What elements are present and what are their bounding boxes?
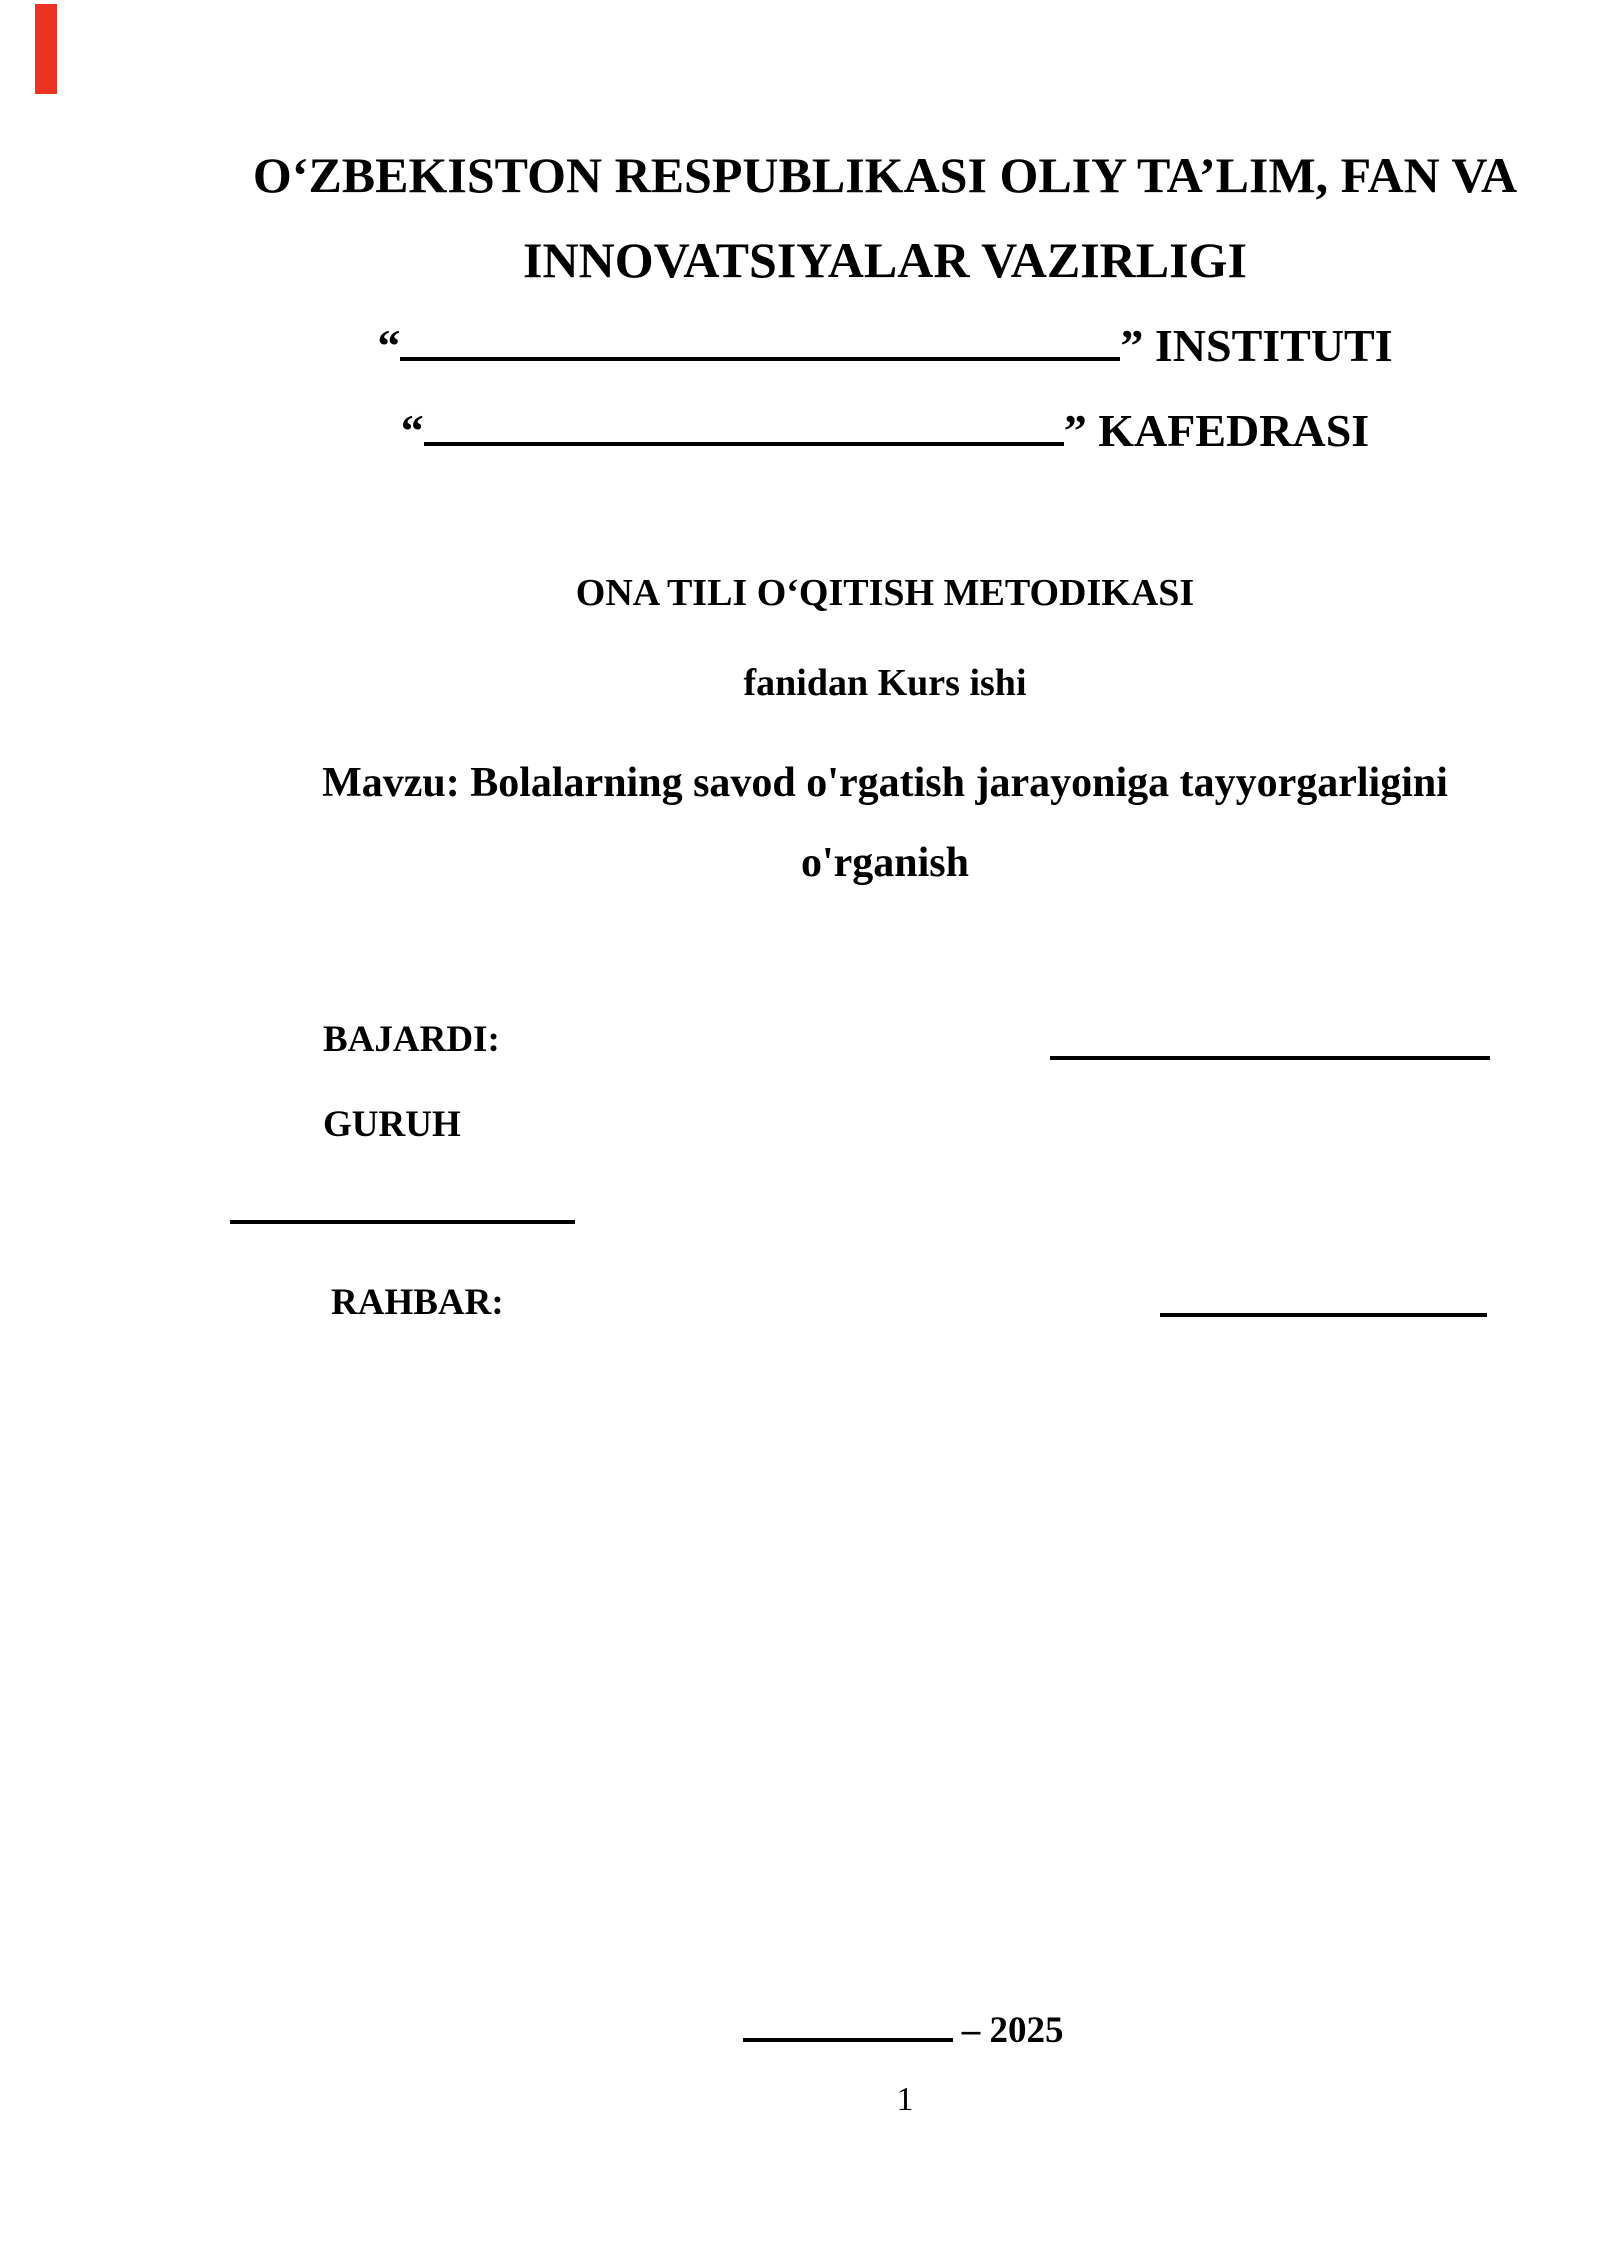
supervisor-label: RAHBAR: xyxy=(331,1282,504,1323)
year-text xyxy=(953,2010,962,2051)
department-name-blank xyxy=(424,440,1064,446)
author-name-blank xyxy=(1050,1056,1490,1060)
subject-title: ONA TILI O‘QITISH METODIKASI xyxy=(575,572,1195,614)
department-line xyxy=(170,405,1600,456)
institute-close-quote: ” xyxy=(1120,320,1144,371)
institute-name-blank xyxy=(400,355,1120,361)
group-label: GURUH xyxy=(323,1104,461,1145)
ministry-title-line1: O‘ZBEKISTON RESPUBLIKASI OLIY TA’LIM, FAN VA xyxy=(252,147,1518,203)
city-blank xyxy=(743,2036,953,2042)
department-close-quote: ” xyxy=(1063,405,1087,456)
year-line xyxy=(206,2012,1600,2049)
department-open-quote: “ xyxy=(400,405,424,456)
institute-open-quote: “ xyxy=(377,320,401,371)
institute-line xyxy=(170,320,1600,371)
supervisor-name-blank xyxy=(1160,1313,1487,1317)
year-value: – 2025 xyxy=(961,2010,1064,2051)
topic-line2: o'rganish xyxy=(800,840,970,886)
topic-line1: Mavzu: Bolalarning savod o'rgatish jarayoniga tayyorgarligini xyxy=(322,760,1448,806)
margin-marker-red-bar xyxy=(35,4,57,94)
institute-label: INSTITUTI xyxy=(1143,320,1393,371)
work-type: fanidan Kurs ishi xyxy=(743,662,1027,704)
author-label: BAJARDI: xyxy=(323,1019,500,1060)
group-value-blank xyxy=(230,1220,575,1224)
page-number: 1 xyxy=(896,2081,914,2118)
ministry-title-line2: INNOVATSIYALAR VAZIRLIGI xyxy=(523,232,1247,288)
department-label: KAFEDRASI xyxy=(1086,405,1370,456)
